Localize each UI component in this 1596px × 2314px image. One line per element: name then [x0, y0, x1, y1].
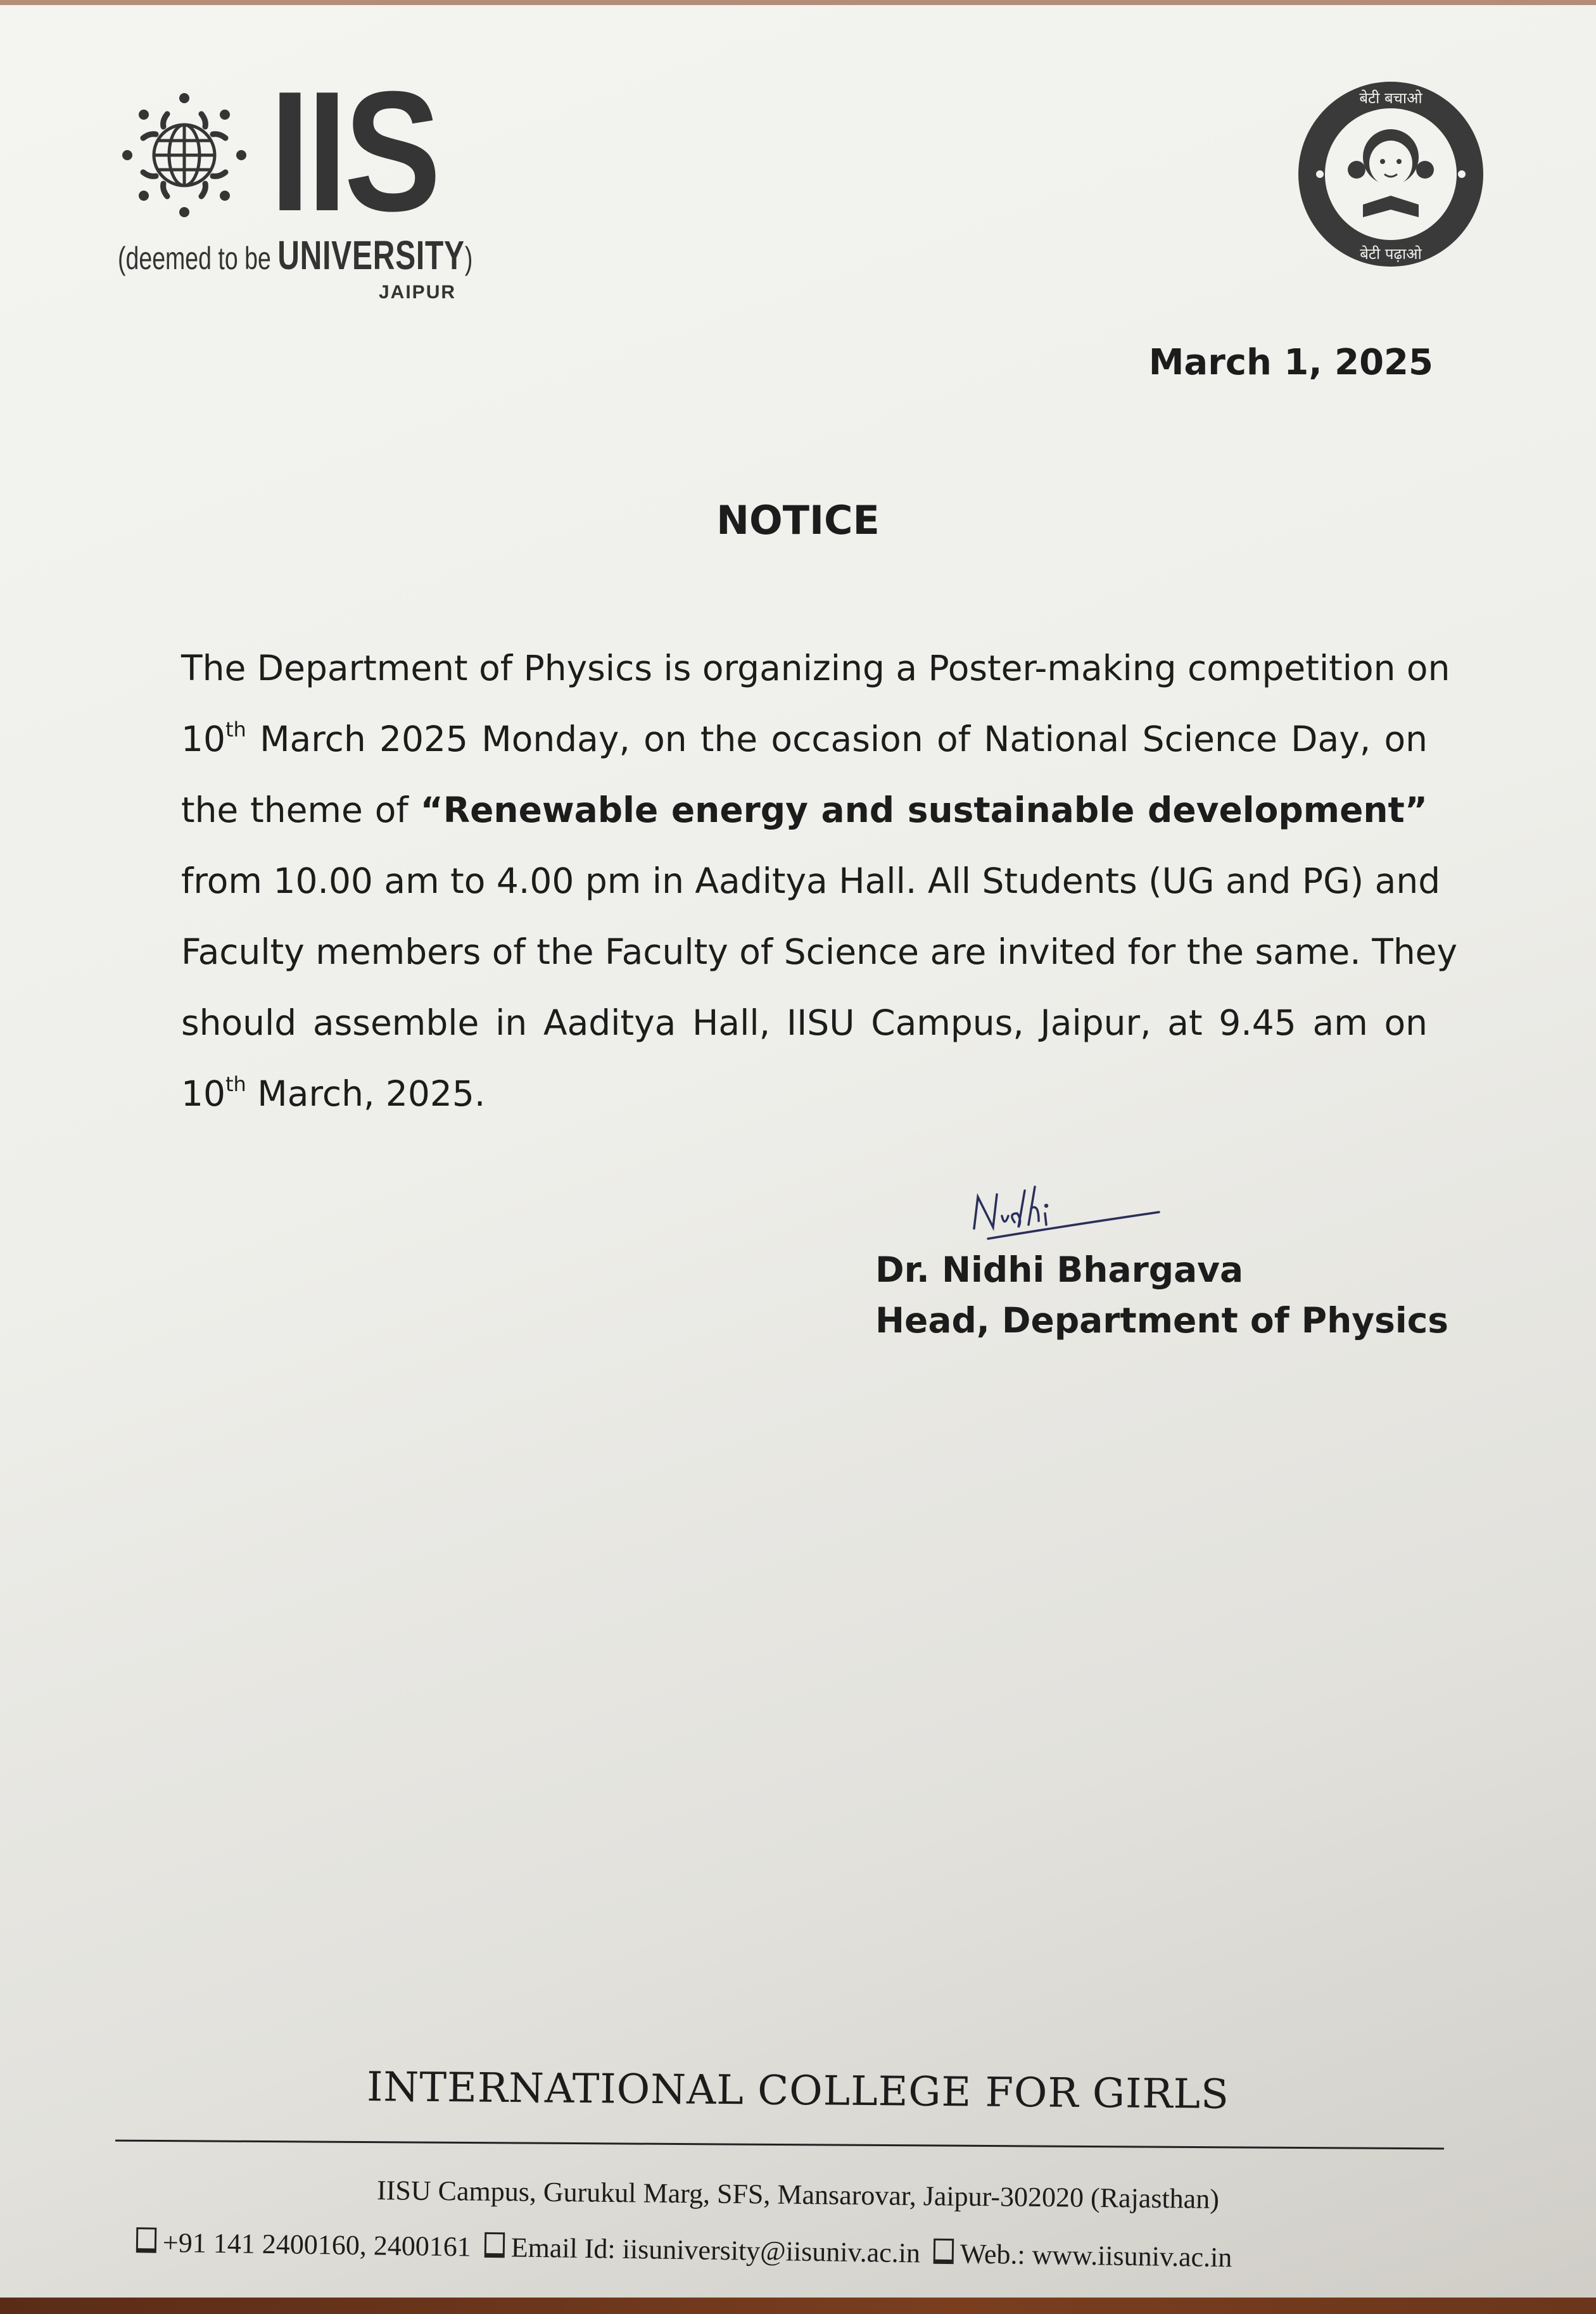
body-line: [181, 717, 1428, 788]
badge-top-text: बेटी बचाओ: [1359, 89, 1422, 107]
body-text: March 2025 Monday, on the occasion of National Science Day, on: [246, 719, 1428, 759]
ordinal-suffix: th: [225, 718, 246, 742]
notice-title: NOTICE: [716, 497, 880, 543]
footer-divider: [115, 2140, 1444, 2150]
body-line: should assemble in Aaditya Hall, IISU Campus, Jaipur, at 9.45 am on: [181, 1002, 1428, 1043]
signatory-name: Dr. Nidhi Bhargava: [875, 1249, 1244, 1290]
phone-bullet-icon: [136, 2227, 157, 2253]
footer-address: IISU Campus, Gurukul Marg, SFS, Mansarovar, Jaipur-302020 (Rajasthan): [376, 2175, 1220, 2215]
signatory-designation: Head, Department of Physics: [875, 1300, 1449, 1341]
handwritten-signature: [963, 1178, 1165, 1241]
date-number: 10: [181, 1073, 225, 1114]
logo-tagline: (deemed to be UNIVERSITY): [118, 232, 473, 278]
email-bullet-icon: [484, 2232, 505, 2258]
body-line: [181, 788, 1428, 859]
competition-theme: “Renewable energy and sustainable development”: [420, 790, 1428, 830]
date-number: 10: [181, 719, 225, 759]
body-text: the theme of: [181, 790, 421, 830]
logo-city: JAIPUR: [379, 282, 457, 303]
footer-website: Web.: www.iisuniv.ac.in: [960, 2238, 1232, 2273]
logo-deemed-text: deemed to be: [125, 241, 271, 276]
college-name: INTERNATIONAL COLLEGE FOR GIRLS: [366, 2064, 1230, 2118]
body-line: [181, 1072, 1428, 1142]
body-line: Faculty members of the Faculty of Science are invited for the same. They: [181, 932, 1458, 972]
notice-date: March 1, 2025: [1148, 342, 1433, 383]
web-bullet-icon: [934, 2239, 954, 2264]
ordinal-suffix: th: [225, 1072, 246, 1096]
body-line: from 10.00 am to 4.00 pm in Aaditya Hall. All Students (UG and PG) and: [181, 861, 1441, 901]
photo-edge-top: [0, 0, 1596, 5]
body-text: March, 2025.: [246, 1073, 486, 1114]
footer-phone: +91 141 2400160, 2400161: [162, 2227, 472, 2263]
logo-university-text: UNIVERSITY: [277, 232, 465, 278]
globe-emblem-icon: [118, 89, 251, 222]
beti-bachao-badge-icon: [1295, 78, 1487, 270]
body-line: The Department of Physics is organizing a Poster-making competition on: [181, 648, 1450, 688]
photo-edge-bottom: [0, 2298, 1596, 2314]
notice-body: [181, 646, 1458, 1142]
university-logo: [118, 76, 498, 310]
footer-email: Email Id: iisuniversity@iisuniv.ac.in: [510, 2232, 921, 2269]
footer-contact: [130, 2226, 1232, 2273]
signatory-block: [875, 1244, 1448, 1346]
badge-bottom-text: बेटी पढ़ाओ: [1360, 245, 1422, 263]
logo-wordmark: IIS: [270, 76, 438, 228]
